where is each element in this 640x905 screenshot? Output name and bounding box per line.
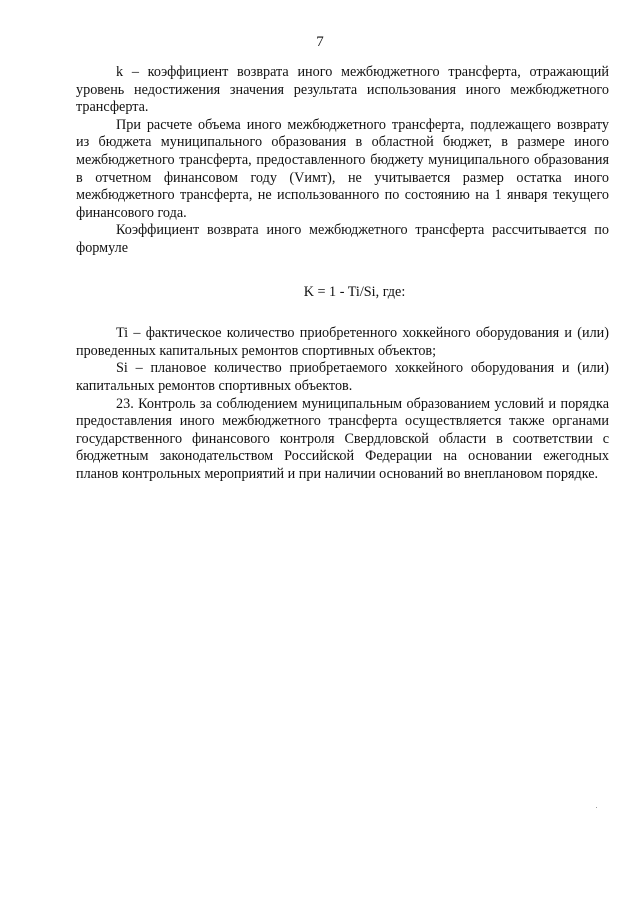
paragraph-si-definition: Si – плановое количество приобретаемого хоккейного оборудования и (или) капитальных ремонтов спортивных объектов. (76, 360, 609, 394)
paragraph-calculation: При расчете объема иного межбюджетного трансферта, подлежащего возврату из бюджета муниципального образования в областной бюджет, в размере иного межбюджетного трансферта, предоставленного бюджету муниципального образования в отчетном финансовом году (Vимт), не учитывается размер остатка иного межбюджетного трансферта, не использованного по состоянию на 1 января текущего финансового года. (76, 116, 609, 221)
page-number: 7 (316, 34, 324, 50)
formula: K = 1 - Ti/Si, где: (303, 283, 406, 300)
paragraph-k-definition: k – коэффициент возврата иного межбюджетного трансферта, отражающий уровень недостижения значения результата использования иного межбюджетного трансферта. (76, 64, 609, 116)
document-body (76, 64, 609, 483)
paragraph-23-control: 23. Контроль за соблюдением муниципальным образованием условий и порядка предоставления иного межбюджетного трансферта осуществляется также органами государственного финансового контроля Свердловской области в соответствии с бюджетным законодательством Российской Федерации на основании ежегодных планов контрольных мероприятий и при наличии оснований во внеплановом порядке. (76, 395, 609, 482)
scan-speck (596, 807, 597, 808)
paragraph-coefficient: Коэффициент возврата иного межбюджетного трансферта рассчитывается по формуле (76, 222, 609, 256)
paragraph-ti-definition: Ti – фактическое количество приобретенного хоккейного оборудования и (или) проведенных капитальных ремонтов спортивных объектов; (76, 325, 609, 359)
